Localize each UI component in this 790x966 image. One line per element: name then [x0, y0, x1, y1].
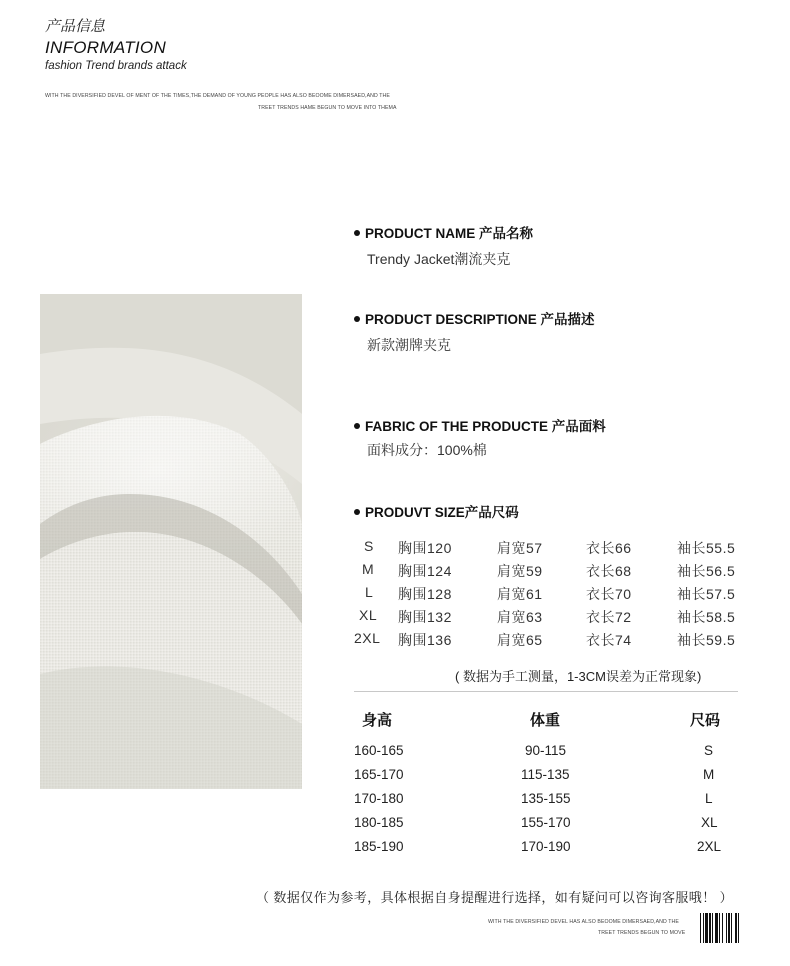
length-value: 衣长70: [586, 586, 632, 602]
weight-cell: 90-115: [525, 743, 567, 758]
length-value: 衣长66: [586, 540, 632, 556]
header-title-en: INFORMATION: [45, 38, 167, 57]
barcode-bar: [738, 913, 739, 943]
footer-tagline-line2: TREET TRENDS BEGUN TO MOVE: [598, 930, 686, 936]
shoulder-value: 肩宽65: [497, 632, 543, 648]
barcode-bar: [703, 913, 704, 943]
column-header-size: 尺码: [690, 712, 721, 729]
height-cell: 165-170: [354, 767, 404, 782]
size-cell: L: [705, 791, 713, 806]
sleeve-value: 袖长57.5: [677, 586, 736, 602]
size-cell: 2XL: [697, 839, 722, 854]
barcode-bar: [728, 913, 730, 943]
size-cell: S: [704, 743, 714, 758]
length-value: 衣长72: [586, 609, 632, 625]
weight-cell: 135-155: [521, 791, 571, 806]
sleeve-value: 袖长59.5: [677, 632, 736, 648]
size-code: 2XL: [354, 630, 381, 646]
barcode-bar: [709, 913, 711, 943]
size-code: S: [364, 538, 374, 554]
shoulder-value: 肩宽59: [497, 563, 543, 579]
size-cell: XL: [701, 815, 718, 830]
barcode-bar: [700, 913, 701, 943]
sleeve-value: 袖长56.5: [677, 563, 736, 579]
size-label: PRODUVT SIZE产品尺码: [365, 505, 519, 520]
barcode-bar: [735, 913, 737, 943]
size-heading: [354, 501, 519, 521]
chest-value: 胸围128: [398, 586, 452, 602]
barcode-bar: [715, 913, 718, 943]
size-code: M: [362, 561, 375, 577]
shoulder-value: 肩宽57: [497, 540, 543, 556]
barcode-icon: [700, 913, 752, 943]
header-tagline-line1: WITH THE DIVERSIFIED DEVEL OF MENT OF THE TIMES,THE DEMAND OF YOUNG PEOPLE HAS ALSO BEOOME DIMERSAED,AND THE: [45, 93, 390, 99]
product-name-label: PRODUCT NAME 产品名称: [365, 226, 533, 241]
fabric-heading: [354, 415, 606, 435]
product-description-heading: [354, 308, 595, 328]
product-description-label: PRODUCT DESCRIPTIONE 产品描述: [365, 312, 595, 327]
barcode-bar: [722, 913, 723, 943]
weight-cell: 155-170: [521, 815, 571, 830]
chest-value: 胸围136: [398, 632, 452, 648]
column-header-height: 身高: [362, 712, 393, 729]
length-value: 衣长74: [586, 632, 632, 648]
size-code: XL: [359, 607, 378, 623]
barcode-bar: [705, 913, 708, 943]
barcode-bar: [712, 913, 713, 943]
size-cell: M: [703, 767, 715, 782]
fabric-illustration: [40, 294, 302, 789]
header-subtitle: fashion Trend brands attack: [45, 60, 187, 72]
bullet-dot-icon: [354, 423, 360, 429]
chest-value: 胸围120: [398, 540, 452, 556]
measurement-note: ( 数据为手工测量，1-3CM误差为正常现象): [455, 669, 702, 684]
shoulder-value: 肩宽61: [497, 586, 543, 602]
size-code: L: [365, 584, 374, 600]
sleeve-value: 袖长58.5: [677, 609, 736, 625]
weight-cell: 170-190: [521, 839, 571, 854]
product-description-value: 新款潮牌夹克: [367, 337, 451, 353]
fabric-value: 面料成分：100%棉: [367, 442, 487, 458]
header-title-cn: 产品信息: [45, 18, 106, 35]
barcode-bar: [726, 913, 727, 943]
height-cell: 160-165: [354, 743, 404, 758]
height-cell: 185-190: [354, 839, 404, 854]
product-name-heading: [354, 222, 533, 242]
sleeve-value: 袖长55.5: [677, 540, 736, 556]
bullet-dot-icon: [354, 316, 360, 322]
disclaimer-text: （ 数据仅作为参考，具体根据自身提醒进行选择，如有疑问可以咨询客服哦！ ）: [256, 890, 734, 905]
divider: [354, 691, 738, 692]
height-cell: 180-185: [354, 815, 404, 830]
fabric-photo: [40, 294, 302, 789]
chest-value: 胸围124: [398, 563, 452, 579]
chest-value: 胸围132: [398, 609, 452, 625]
barcode-bar: [719, 913, 720, 943]
bullet-dot-icon: [354, 230, 360, 236]
length-value: 衣长68: [586, 563, 632, 579]
column-header-weight: 体重: [530, 712, 561, 729]
header-tagline-line2: TREET TRENDS HAME BEGUN TO MOVE INTO THEMA: [258, 105, 397, 111]
height-cell: 170-180: [354, 791, 404, 806]
bullet-dot-icon: [354, 509, 360, 515]
footer-tagline-line1: WITH THE DIVERSIFIED DEVEL HAS ALSO BEOOME DIMERSAED,AND THE: [488, 919, 679, 925]
weight-cell: 115-135: [521, 767, 570, 782]
shoulder-value: 肩宽63: [497, 609, 543, 625]
barcode-bar: [731, 913, 732, 943]
product-name-value: Trendy Jacket潮流夹克: [367, 251, 511, 267]
fabric-label: FABRIC OF THE PRODUCTE 产品面料: [365, 419, 606, 434]
